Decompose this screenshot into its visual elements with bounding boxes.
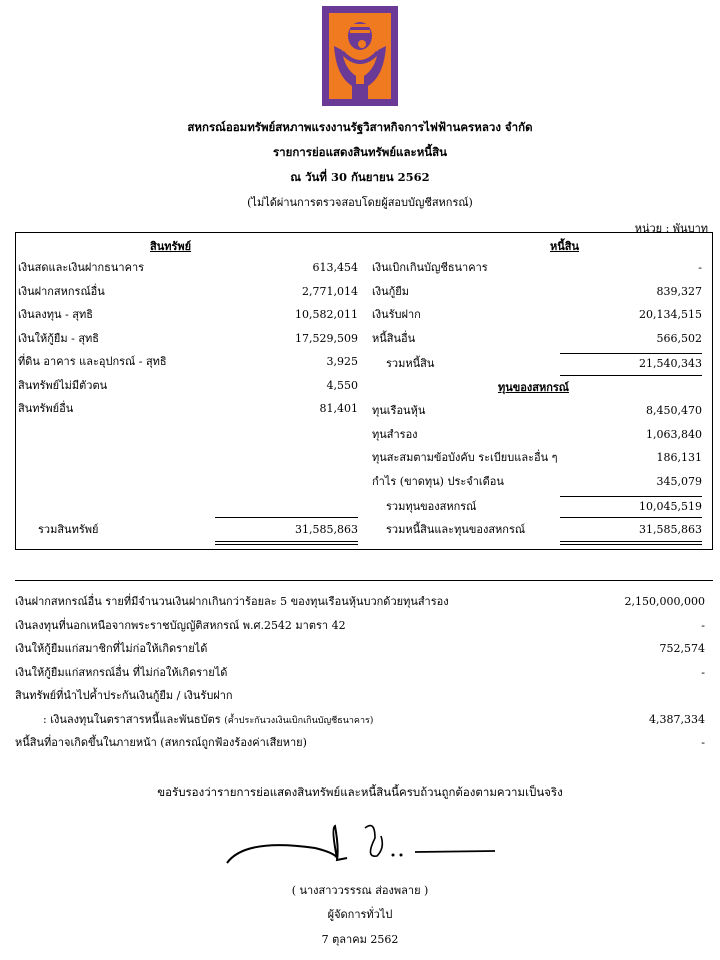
signature [225, 818, 505, 882]
note-row [15, 733, 705, 757]
note-label: เงินให้กู้ยืมแก่สมาชิกที่ไม่ก่อให้เกิดรายได้ [15, 642, 208, 655]
equity-label: ทุนสำรอง [372, 427, 418, 441]
asset-value: 10,582,011 [295, 308, 358, 321]
asset-value: 17,529,509 [295, 331, 358, 345]
asset-row [18, 282, 358, 306]
asset-value: 613,454 [312, 261, 358, 274]
report-title: รายการย่อแสดงสินทรัพย์และหนี้สิน [272, 145, 448, 159]
equity-row [372, 401, 702, 425]
note-row [15, 710, 705, 734]
assets-total-rule [215, 517, 358, 518]
asset-value: 81,401 [319, 402, 358, 415]
note-label-main: : เงินลงทุนในตราสารหนี้และพันธบัตร [43, 712, 221, 726]
note-row [15, 639, 705, 663]
cooperative-logo [322, 6, 398, 106]
equity-total-underline [560, 517, 702, 518]
liabilities-list [372, 258, 702, 352]
note-value: - [701, 618, 705, 632]
assets-total-label: รวมสินทรัพย์ [38, 523, 99, 536]
asset-label: เงินลงทุน - สุทธิ [18, 308, 93, 321]
note-row [15, 616, 705, 640]
liability-value: - [698, 261, 702, 274]
equity-row [372, 448, 702, 472]
asset-row [18, 258, 358, 282]
equity-value: 8,450,470 [646, 404, 702, 417]
equity-list [372, 401, 702, 495]
note-value: - [701, 665, 705, 679]
liabilities-total-underline [560, 375, 702, 376]
assets-heading: สินทรัพย์ [150, 240, 192, 253]
note-label: เงินฝากสหกรณ์อื่น รายที่มีจำนวนเงินฝากเกินกว่าร้อยละ 5 ของทุนเรือนหุ้นบวกด้วยทุนสำรอง [15, 595, 449, 608]
unit-label: หน่วย : พันบาท [634, 222, 708, 235]
assets-list [18, 258, 358, 423]
grand-total-value: 31,585,863 [639, 523, 702, 536]
equity-label: ทุนเรือนหุ้น [372, 404, 426, 417]
equity-value: 1,063,840 [646, 427, 702, 441]
equity-total-label: รวมทุนของสหกรณ์ [386, 500, 477, 513]
asset-label: เงินสดและเงินฝากธนาคาร [18, 261, 145, 274]
note-label [15, 710, 373, 734]
equity-heading: ทุนของสหกรณ์ [498, 381, 570, 394]
notes-list [15, 592, 705, 757]
asset-row [18, 305, 358, 329]
liability-value: 839,327 [656, 284, 702, 298]
asset-label: สินทรัพย์อื่น [18, 402, 74, 415]
certify-statement: ขอรับรองว่ารายการย่อแสดงสินทรัพย์และหนี้สินนี้ครบถ้วนถูกต้องตามความเป็นจริง [157, 785, 563, 799]
asset-value: 2,771,014 [302, 284, 358, 298]
note-value: 4,387,334 [649, 712, 705, 726]
asset-row [18, 376, 358, 400]
note-row [15, 686, 705, 710]
audit-note: (ไม่ได้ผ่านการตรวจสอบโดยผู้สอบบัญชีสหกรณ์) [247, 196, 473, 209]
report-date: ณ วันที่ 30 กันยายน 2562 [290, 170, 430, 184]
liability-row [372, 282, 702, 306]
note-value: 2,150,000,000 [624, 595, 705, 608]
sign-date: 7 ตุลาคม 2562 [321, 933, 399, 946]
asset-label: ที่ดิน อาคาร และอุปกรณ์ - สุทธิ [18, 355, 167, 368]
equity-row [372, 425, 702, 449]
liability-label: เงินกู้ยืม [372, 284, 410, 298]
asset-label: สินทรัพย์ไม่มีตัวตน [18, 378, 108, 392]
grand-total-double-rule [560, 541, 702, 545]
liability-value: 566,502 [656, 331, 702, 345]
equity-value: 345,079 [656, 474, 702, 488]
signer-name: ( นางสาววรรรณ ส่องพลาย ) [291, 884, 429, 897]
assets-total-value: 31,585,863 [295, 523, 358, 536]
note-value: 752,574 [659, 642, 705, 655]
asset-row [18, 329, 358, 353]
liability-label: หนี้สินอื่น [372, 331, 416, 345]
note-label-small: (ค้ำประกันวงเงินเบิกเกินบัญชีธนาคาร) [224, 715, 374, 726]
asset-value: 4,550 [326, 378, 358, 392]
liability-label: เงินเบิกเกินบัญชีธนาคาร [372, 261, 488, 274]
liability-row [372, 305, 702, 329]
equity-total-value: 10,045,519 [639, 500, 702, 513]
note-row [15, 663, 705, 687]
liabilities-total-value: 21,540,343 [639, 357, 702, 370]
signer-position: ผู้จัดการทั่วไป [327, 908, 393, 921]
asset-label: เงินให้กู้ยืม - สุทธิ [18, 331, 100, 345]
asset-row [18, 399, 358, 423]
assets-total-double-rule [215, 541, 358, 545]
equity-value: 186,131 [656, 451, 702, 464]
note-label: เงินลงทุนที่นอกเหนือจากพระราชบัญญัติสหกรณ์ พ.ศ.2542 มาตรา 42 [15, 618, 346, 632]
note-label: เงินให้กู้ยืมแก่สหกรณ์อื่น ที่ไม่ก่อให้เกิดรายได้ [15, 665, 228, 679]
note-value: - [701, 736, 705, 749]
asset-value: 3,925 [326, 355, 358, 368]
asset-row [18, 352, 358, 376]
note-label: สินทรัพย์ที่นำไปค้ำประกันเงินกู้ยืม / เงินรับฝาก [15, 689, 233, 702]
org-name: สหกรณ์ออมทรัพย์สหภาพแรงงานรัฐวิสาหกิจการไฟฟ้านครหลวง จำกัด [187, 120, 533, 134]
notes-separator [15, 580, 713, 581]
liability-row [372, 258, 702, 282]
equity-label: ทุนสะสมตามข้อบังคับ ระเบียบและอื่น ๆ [372, 451, 558, 464]
note-row [15, 592, 705, 616]
liability-label: เงินรับฝาก [372, 308, 421, 321]
note-label: หนี้สินที่อาจเกิดขึ้นในภายหน้า (สหกรณ์ถูกฟ้องร้องค่าเสียหาย) [15, 736, 307, 749]
liability-value: 20,134,515 [639, 308, 702, 321]
liabilities-heading: หนี้สิน [550, 240, 580, 253]
liabilities-total-label: รวมหนี้สิน [386, 357, 435, 370]
asset-label: เงินฝากสหกรณ์อื่น [18, 284, 105, 298]
equity-row [372, 472, 702, 496]
equity-label: กำไร (ขาดทุน) ประจำเดือน [372, 474, 504, 488]
liability-row [372, 329, 702, 353]
grand-total-label: รวมหนี้สินและทุนของสหกรณ์ [386, 523, 526, 536]
